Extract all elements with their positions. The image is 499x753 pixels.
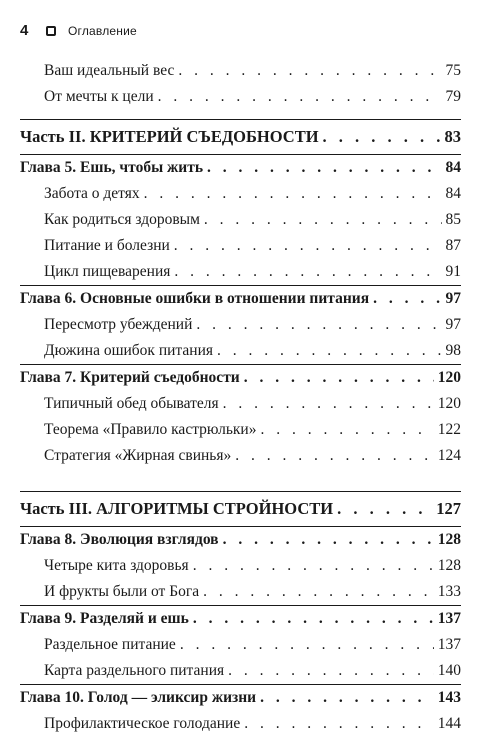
- chapter-title: Глава 6. Основные ошибки в отношении питания: [20, 290, 370, 307]
- toc-entry[interactable]: [20, 417, 461, 443]
- toc-entry-page: 137: [437, 636, 461, 653]
- toc-chapter[interactable]: [20, 155, 461, 181]
- leader-dots: [158, 84, 442, 110]
- part-page: 83: [444, 127, 461, 146]
- toc-entry-title: Раздельное питание: [44, 636, 176, 653]
- chapter-title: Глава 8. Эволюция взглядов: [20, 531, 219, 548]
- leader-dots: [178, 58, 441, 84]
- chapter-page: 143: [437, 689, 461, 706]
- leader-dots: [223, 391, 434, 417]
- leader-dots: [193, 606, 434, 632]
- toc-entry-page: 120: [437, 395, 461, 412]
- toc-entry[interactable]: [20, 207, 461, 233]
- chapter-title: Глава 5. Ешь, чтобы жить: [20, 159, 204, 176]
- toc-entry-page: 97: [445, 316, 461, 333]
- toc-chapter[interactable]: [20, 606, 461, 632]
- leader-dots: [204, 207, 442, 233]
- square-icon: [46, 26, 56, 36]
- toc-entry-title: Питание и болезни: [44, 237, 170, 254]
- leader-dots: [323, 120, 441, 154]
- toc-entry[interactable]: [20, 658, 461, 684]
- part-title: Часть II. КРИТЕРИЙ СЪЕДОБНОСТИ: [20, 127, 319, 146]
- chapter-title: Глава 7. Критерий съедобности: [20, 369, 240, 386]
- toc-entry-title: От мечты к цели: [44, 88, 154, 105]
- leader-dots: [217, 338, 442, 364]
- toc-entry-title: Профилактическое голодание: [44, 715, 241, 732]
- chapter-page: 84: [445, 159, 461, 176]
- toc-entry[interactable]: [20, 84, 461, 110]
- toc-chapter[interactable]: [20, 286, 461, 312]
- leader-dots: [193, 553, 434, 579]
- leader-dots: [228, 658, 434, 684]
- page-header: [20, 22, 137, 39]
- toc-entry[interactable]: [20, 259, 461, 285]
- leader-dots: [223, 527, 434, 553]
- toc-entry-page: 144: [437, 715, 461, 732]
- leader-dots: [196, 312, 441, 338]
- leader-dots: [174, 259, 441, 285]
- toc-chapter[interactable]: [20, 365, 461, 391]
- toc-entry-page: 84: [445, 185, 461, 202]
- toc-entry-page: 91: [445, 263, 461, 280]
- toc-entry-page: 124: [437, 447, 461, 464]
- toc-entry[interactable]: [20, 579, 461, 605]
- leader-dots: [180, 632, 434, 658]
- running-title: Оглавление: [68, 23, 137, 38]
- toc-entry[interactable]: [20, 338, 461, 364]
- chapter-page: 97: [445, 290, 461, 307]
- toc-entry-title: Дюжина ошибок питания: [44, 342, 213, 359]
- toc-entry-page: 79: [445, 88, 461, 105]
- leader-dots: [203, 579, 434, 605]
- toc-entry[interactable]: [20, 553, 461, 579]
- leader-dots: [244, 711, 434, 737]
- chapter-title: Глава 10. Голод — эликсир жизни: [20, 689, 257, 706]
- leader-dots: [260, 685, 434, 711]
- toc-entry-page: 133: [437, 583, 461, 600]
- toc-entry-title: Ваш идеальный вес: [44, 62, 175, 79]
- leader-dots: [244, 365, 434, 391]
- toc-entry-page: 75: [445, 62, 461, 79]
- leader-dots: [337, 492, 432, 526]
- leader-dots: [144, 181, 442, 207]
- toc-entry-page: 122: [437, 421, 461, 438]
- toc-entry-page: 128: [437, 557, 461, 574]
- page-number: 4: [20, 22, 29, 39]
- toc-entry-title: Четыре кита здоровья: [44, 557, 189, 574]
- toc-entry-title: Как родиться здоровым: [44, 211, 200, 228]
- toc-entry[interactable]: [20, 181, 461, 207]
- leader-dots: [174, 233, 442, 259]
- toc-entry-page: 140: [437, 662, 461, 679]
- toc-entry-page: 87: [445, 237, 461, 254]
- leader-dots: [373, 286, 441, 312]
- leader-dots: [260, 417, 433, 443]
- chapter-page: 137: [437, 610, 461, 627]
- toc-entry-title: И фрукты были от Бога: [44, 583, 200, 600]
- toc-entry-title: Теорема «Правило кастрюльки»: [44, 421, 257, 438]
- toc-chapter[interactable]: [20, 527, 461, 553]
- toc-entry-title: Карта раздельного питания: [44, 662, 225, 679]
- toc-part-heading[interactable]: [20, 120, 461, 154]
- toc-entry[interactable]: [20, 58, 461, 84]
- toc-entry-title: Пересмотр убеждений: [44, 316, 193, 333]
- toc-entry-title: Цикл пищеварения: [44, 263, 171, 280]
- toc-entry[interactable]: [20, 632, 461, 658]
- toc-entry-page: 98: [445, 342, 461, 359]
- toc-entry[interactable]: [20, 711, 461, 737]
- toc-entry-page: 85: [445, 211, 461, 228]
- toc-entry[interactable]: [20, 312, 461, 338]
- part-page: 127: [436, 499, 461, 518]
- toc-entry-title: Забота о детях: [44, 185, 140, 202]
- toc-chapter[interactable]: [20, 685, 461, 711]
- chapter-page: 128: [437, 531, 461, 548]
- table-of-contents: [20, 58, 461, 737]
- toc-entry-title: Стратегия «Жирная свинья»: [44, 447, 232, 464]
- leader-dots: [235, 443, 434, 469]
- chapter-title: Глава 9. Разделяй и ешь: [20, 610, 189, 627]
- toc-entry[interactable]: [20, 391, 461, 417]
- toc-entry-title: Типичный обед обывателя: [44, 395, 219, 412]
- leader-dots: [207, 155, 441, 181]
- toc-part-heading[interactable]: [20, 492, 461, 526]
- part-title: Часть III. АЛГОРИТМЫ СТРОЙНОСТИ: [20, 499, 334, 518]
- toc-entry[interactable]: [20, 233, 461, 259]
- chapter-page: 120: [437, 369, 461, 386]
- toc-entry[interactable]: [20, 443, 461, 469]
